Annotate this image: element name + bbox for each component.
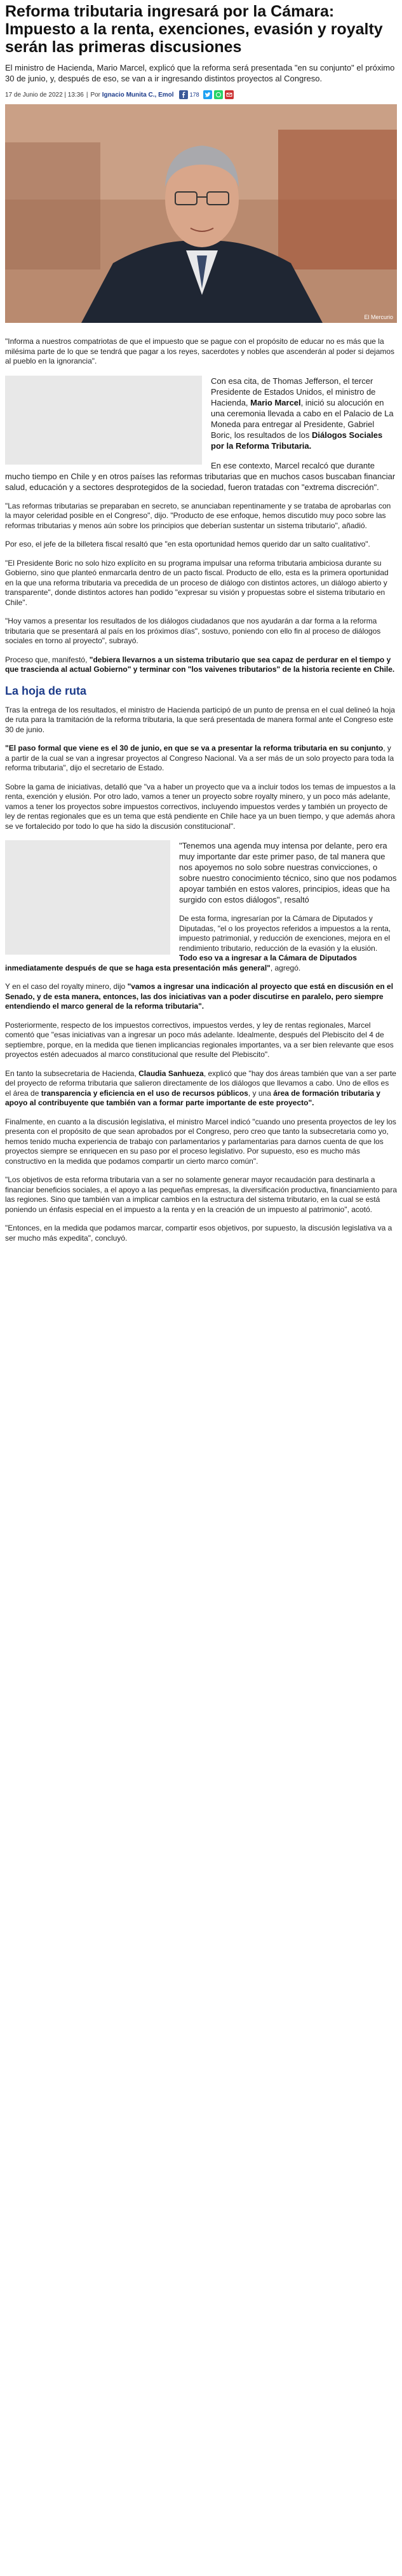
share-count: 178: [189, 92, 199, 98]
mail-icon: [226, 92, 232, 98]
article-paragraph: Sobre la gama de iniciativas, detalló que "va a haber un proyecto que va a incluir todos los temas de impuestos a la renta, exención y elusión. Por otro lado, vamos a tener un proyecto sobre royalty minero, y un poco más adelante, vamos a tener los proyectos sobre impuestos correctivos, incluyendo impuestos verdes y también un proyecto de ley de rentas regionales que es un tema que está pendiente en Chile hace ya un buen tiempo, y que además ahora se ve fortalecido por todo lo que ha sido la discusión constitucional".: [5, 782, 396, 831]
author-link[interactable]: Ignacio Munita C., Emol: [102, 91, 174, 99]
meta-separator: |: [86, 91, 88, 99]
article-paragraph: "El paso formal que viene es el 30 de junio, en que se va a presentar la reforma tributaria en su conjunto, y a partir de la cual se van a ingresar proyectos al Congreso Nacional. Va a ser más de un solo proyecto para toda la reforma tributaria", dijo el secretario de Estado.: [5, 744, 394, 772]
article-paragraph: Y en el caso del royalty minero, dijo "vamos a ingresar una indicación al proyecto que está en discusión en el Senado, y de esta manera, entonces, las dos iniciativas van a poder discutirse en paralelo, pero siempre entendiendo el marco general de la reforma tributaria".: [5, 982, 394, 1011]
mail-share-button[interactable]: [225, 90, 234, 99]
article-paragraph: "Los objetivos de esta reforma tributaria van a ser no solamente generar mayor recaudación para destinarla a financiar beneficios sociales, a el apoyo a las pequeñas empresas, la diversificación productiva, financiamiento para las regiones. Sino que también van a implicar cambios en la estructura del sistema tributario, en la cual se está poniendo un énfasis especial en el impuesto a la renta y en la creación de un impuesto al patrimonio", acotó.: [5, 1175, 398, 1214]
article-lead: El ministro de Hacienda, Mario Marcel, explicó que la reforma será presentada "en su conjunto" el próximo 30 de junio, y, después de eso, se van a ir ingresando distintos proyectos al Congreso.: [5, 63, 395, 83]
article-body: [5, 337, 397, 1243]
page-title: Reforma tributaria ingresará por la Cámara: Impuesto a la renta, exenciones, evasión y royalty serán las primeras discusiones: [5, 3, 383, 56]
facebook-icon: [180, 92, 187, 98]
article-paragraph: "Tenemos una agenda muy intensa por delante, pero era muy importante dar este primer paso, de tal manera que nos apoyemos no solo sobre nuestras convicciones, o sobre nuestro conocimiento técnico, sino que nos podamos apoyar también en estos valores, principios, ideas que ha surgido con estos diálogos", resaltó: [179, 841, 397, 904]
article-paragraph: De esta forma, ingresarían por la Cámara de Diputados y Diputadas, "el o los proyectos referidos a impuestos a la renta, impuesto patrimonial, y reducción de exenciones, mejora en el rendimiento tributario, reducción de la evasión y la elusión. Todo eso va a ingresar a la Cámara de Diputados inmediatamente después de que se haga esta presentación más general", agregó.: [5, 914, 391, 972]
article-paragraph: Con esa cita, de Thomas Jefferson, el tercer Presidente de Estados Unidos, el ministro de Hacienda, Mario Marcel, inició su alocución en una ceremonia llevada a cabo en el Palacio de La Moneda para entregar al Presidente, Gabriel Boric, los resultados de los Diálogos Sociales por la Reforma Tributaria.: [211, 376, 394, 451]
author-prefix: Por: [90, 91, 100, 99]
article-paragraph: Finalmente, en cuanto a la discusión legislativa, el ministro Marcel indicó "cuando uno presenta proyectos de ley los presenta con el propósito de que sean aprobados por el Congreso, pero creo que tanto la subsecretaria como yo, hemos tenido mucha experiencia de trabajo con parlamentarios y parlamentarias para darnos cuenta de que los proyectos siempre se enriquecen en su paso por el proceso legislativo. Por supuesto, eso es mucho más constructivo en la medida que podamos compartir un cierto marco común".: [5, 1117, 396, 1166]
facebook-share-button[interactable]: [179, 90, 188, 99]
article-meta: [5, 90, 397, 99]
article-paragraph: Posteriormente, respecto de los impuestos correctivos, impuestos verdes, y ley de rentas regionales, Marcel comentó que "esas iniciativas van a ingresar un poco más adelante. Idealmente, después del Plebiscito del 4 de septiembre, porque, en la medida que tienen implicancias regionales importantes, va a ser bien relevante que esos proyectos estén adecuados al marco constitucional que resulte del Plebiscito".: [5, 1020, 394, 1059]
article-paragraph: Tras la entrega de los resultados, el ministro de Hacienda participó de un punto de prensa en el cual delineó la hoja de ruta para la tramitación de la reforma tributaria, la que será presentada de manera formal ante el Congreso este 30 de junio.: [5, 705, 395, 734]
share-bar: [179, 90, 236, 99]
article-paragraph: "Hoy vamos a presentar los resultados de los diálogos ciudadanos que nos ayudarán a dar forma a la reforma tributaria que se presentará al país en los próximos días", sostuvo, poniendo con ello fin al proceso de diálogos sociales en torno al proyecto", subrayó.: [5, 617, 381, 645]
twitter-share-button[interactable]: [203, 90, 212, 99]
embedded-media-placeholder: [5, 376, 202, 465]
minister-portrait-image: [5, 104, 397, 323]
article-paragraph: En tanto la subsecretaria de Hacienda, Claudia Sanhueza, explicó que "hay dos áreas también que van a ser parte del proyecto de reforma tributaria que salieron directamente de los diálogos que llevamos a cabo. Uno de ellos es el área de transparencia y eficiencia en el uso de recursos públicos, y una área de formación tributaria y apoyo al contribuyente que también van a formar parte importante de este proyecto".: [5, 1068, 396, 1107]
article-paragraph: Por eso, el jefe de la billetera fiscal resaltó que "en esta oportunidad hemos querido dar un salto cualitativo".: [5, 540, 370, 549]
article-photo: [5, 104, 397, 323]
photo-credit: El Mercurio: [364, 314, 393, 320]
article-paragraph: "Informa a nuestros compatriotas de que el impuesto que se pague con el propósito de educar no es más que la milésima parte de lo que se tendrá que pagar a los reyes, sacerdotes y nobles que ascenderán al poder si dejamos al pueblo en la ignorancia".: [5, 337, 395, 365]
article-paragraph: "Entonces, en la medida que podamos marcar, compartir esos objetivos, por supuesto, la discusión legislativa va a ser mucho más expedita", concluyó.: [5, 1223, 392, 1243]
embedded-media-placeholder: [5, 840, 170, 955]
section-heading: La hoja de ruta: [5, 684, 87, 697]
article-paragraph: "Las reformas tributarias se preparaban en secreto, se anunciaban repentinamente y se trataba de aprobarlas con la mayor celeridad posible en el Congreso", dijo. "Producto de ese enfoque, hemos discutido muy poco sobre las reformas tributarias y menos aún sobre los principios que deberían sustentar un sistema tributario", añadió.: [5, 501, 391, 530]
article-date: 17 de Junio de 2022 | 13:36: [5, 91, 84, 99]
twitter-icon: [204, 92, 211, 98]
article-paragraph: Proceso que, manifestó, "debiera llevarnos a un sistema tributario que sea capaz de perdurar en el tiempo y que trascienda al actual Gobierno" y terminar con "los vaivenes tributarios" de la historia reciente en Chile.: [5, 655, 395, 674]
article-page: [0, 0, 402, 1258]
article-paragraph: "El Presidente Boric no solo hizo explícito en su programa impulsar una reforma tributaria ambiciosa durante su Gobierno, sino que planteó enmarcarla dentro de un pacto fiscal. Producto de ello, esta es la primera oportunidad en la que una reforma tributaria va precedida de un proceso de diálogo con distintos actores, un diálogo abierto y transparente", donde distintos actores han podido "expresar su visión y propuestas sobre el sistema tributario en Chile".: [5, 558, 389, 607]
whatsapp-icon: [215, 92, 222, 98]
article-paragraph: En ese contexto, Marcel recalcó que durante mucho tiempo en Chile y en otros países las reformas tributarias que en muchos casos buscaban financiar salud, educación y a sectores desprotegidos de la sociedad, fueron tratadas con "extrema discreción".: [5, 460, 396, 492]
whatsapp-share-button[interactable]: [214, 90, 223, 99]
